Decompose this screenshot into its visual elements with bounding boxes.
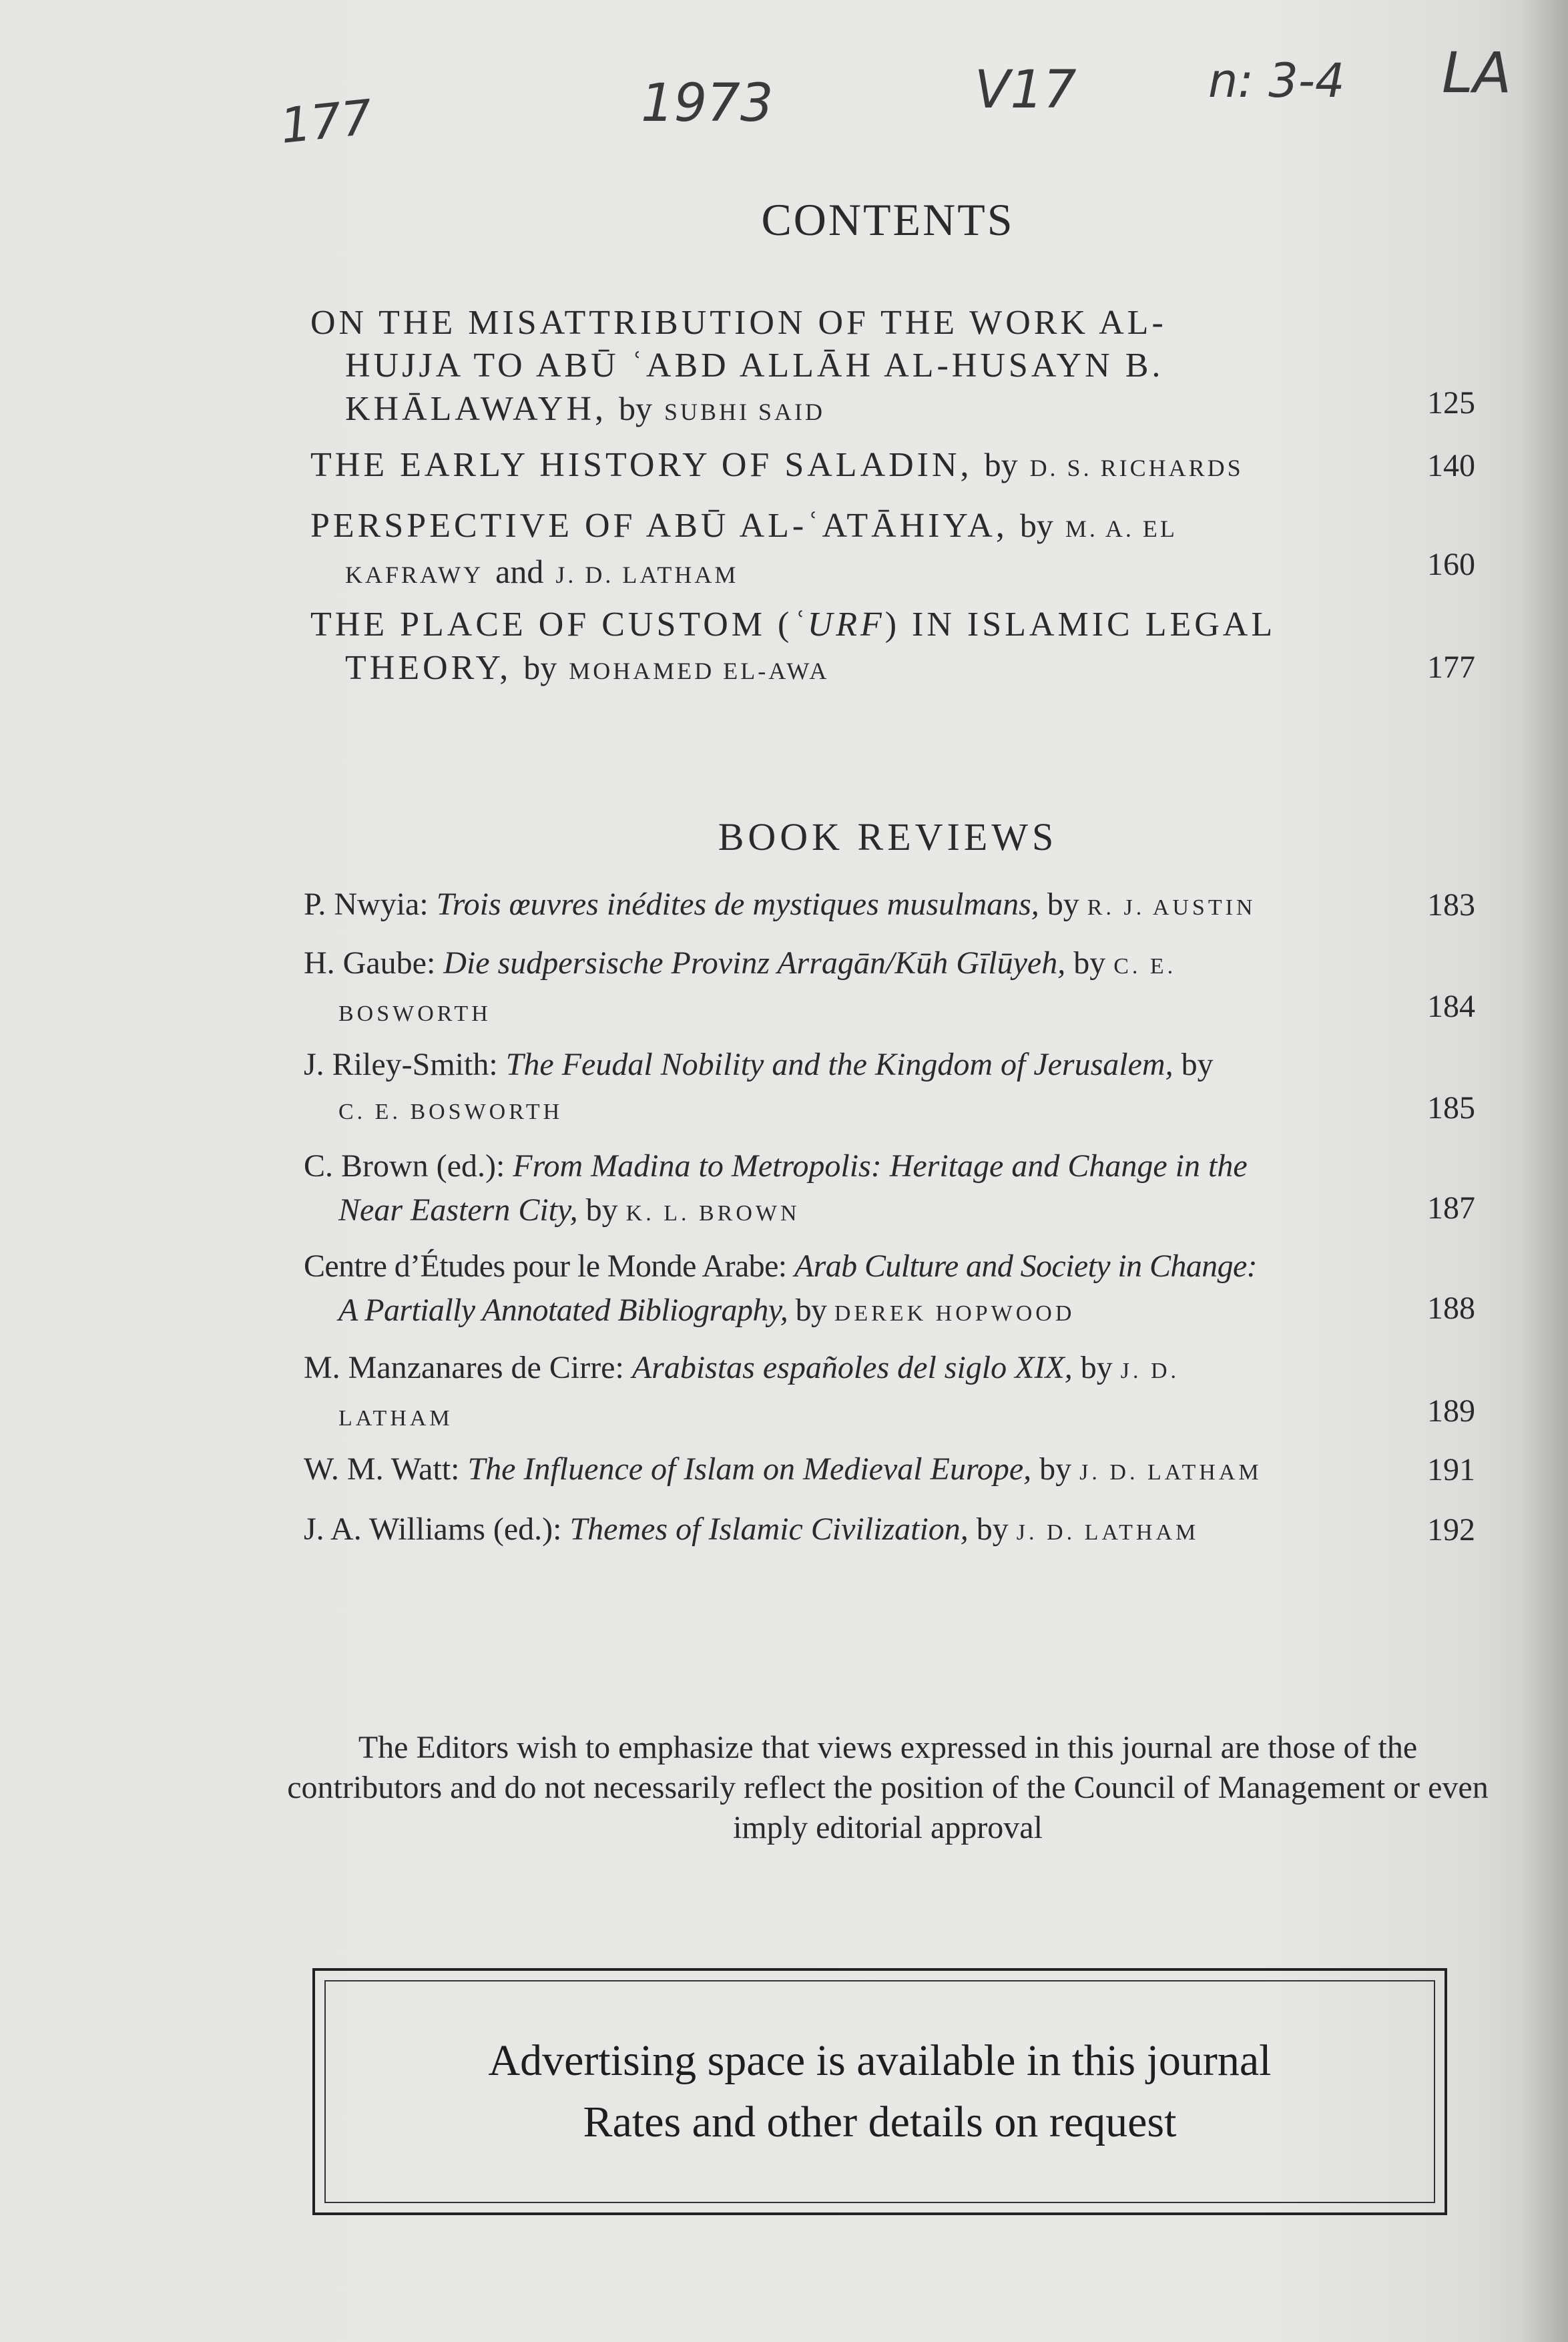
article-title-line: HUJJA TO ABŪ ʿABD ALLĀH AL-HUSAYN B.	[345, 346, 1164, 385]
by-word: by	[1073, 945, 1106, 981]
by-word: by	[795, 1293, 827, 1328]
reviewer: J. D. LATHAM	[1016, 1520, 1200, 1545]
page-number: 188	[1427, 1291, 1475, 1326]
advertising-box	[312, 1968, 1447, 2215]
review-entry	[304, 883, 1378, 930]
by-word: by	[585, 1192, 618, 1228]
article-author: D. S. RICHARDS	[1029, 455, 1244, 481]
page-edge-shadow	[1521, 0, 1568, 2342]
reviewer: J. D.	[1120, 1359, 1180, 1383]
review-entry	[304, 1346, 1378, 1441]
by-word: by	[1181, 1047, 1214, 1082]
page-number: 191	[1427, 1452, 1475, 1487]
article-title-italic: ʿURF	[792, 606, 885, 644]
reviewer: BOSWORTH	[338, 1001, 491, 1026]
contents-heading: CONTENTS	[761, 194, 1015, 245]
by-word: by	[523, 649, 557, 686]
page-number: 125	[1427, 385, 1475, 421]
page-number: 184	[1427, 989, 1475, 1024]
review-author: J. Riley-Smith:	[304, 1047, 498, 1082]
article-author: M. A. EL	[1065, 515, 1178, 542]
review-author: M. Manzanares de Cirre:	[304, 1350, 624, 1385]
review-book-title: From Madina to Metropolis: Heritage and Change in the	[513, 1148, 1248, 1184]
review-book-title: Arab Culture and Society in Change:	[794, 1248, 1258, 1284]
article-title-line: THEORY,	[345, 649, 512, 687]
article-title-line: THE EARLY HISTORY OF SALADIN,	[310, 446, 973, 484]
page-number: 140	[1427, 448, 1475, 483]
review-author: J. A. Williams (ed.):	[304, 1511, 562, 1547]
by-word: by	[1019, 507, 1053, 544]
review-book-title: Die sudpersische Provinz Arragān/Kūh Gīlūyeh,	[443, 945, 1066, 981]
by-word: by	[1047, 887, 1079, 922]
reviewer: K. L. BROWN	[625, 1201, 800, 1226]
advertising-box-inner	[324, 1980, 1435, 2203]
review-author: P. Nwyia:	[304, 887, 429, 922]
page-number: 189	[1427, 1393, 1475, 1429]
review-book-title: A Partially Annotated Bibliography,	[338, 1293, 788, 1328]
review-book-title: Arabistas españoles del siglo XIX,	[631, 1350, 1073, 1385]
review-entry	[304, 1447, 1378, 1495]
reviewer: C. E. BOSWORTH	[338, 1100, 563, 1124]
page-number: 183	[1427, 887, 1475, 923]
handwritten-code: LA	[1442, 40, 1512, 105]
handwritten-issue: n: 3-4	[1208, 53, 1345, 108]
review-author: Centre d’Études pour le Monde Arabe:	[304, 1248, 787, 1284]
review-book-title: The Influence of Islam on Medieval Europe,	[467, 1451, 1032, 1487]
article-author: J. D. LATHAM	[555, 561, 739, 588]
by-word: by	[984, 446, 1018, 483]
reviewer: R. J. AUSTIN	[1087, 895, 1256, 920]
reviewer: LATHAM	[338, 1406, 453, 1431]
reviewer: J. D. LATHAM	[1079, 1460, 1262, 1485]
article-author: MOHAMED EL-AWA	[569, 658, 830, 684]
reviewer: C. E.	[1113, 954, 1177, 979]
article-title-line: ON THE MISATTRIBUTION OF THE WORK AL-	[310, 304, 1167, 342]
article-entry	[310, 504, 1378, 596]
review-book-title: Trois œuvres inédites de mystiques musulmans,	[436, 887, 1039, 922]
by-word: by	[1039, 1451, 1072, 1487]
advertising-line: Advertising space is available in this journal	[488, 2036, 1272, 2085]
review-entry	[304, 1144, 1378, 1236]
page-number: 192	[1427, 1512, 1475, 1548]
review-book-title: Near Eastern City,	[338, 1192, 578, 1228]
by-word: by	[976, 1511, 1009, 1547]
review-author: H. Gaube:	[304, 945, 436, 981]
article-entry	[310, 604, 1378, 692]
review-author: W. M. Watt:	[304, 1451, 460, 1487]
book-reviews-heading: BOOK REVIEWS	[718, 815, 1058, 859]
editorial-note: The Editors wish to emphasize that views expressed in this journal are those of the contributors and do not necessarily reflect the position of the Council of Management or even imply editorial approval	[287, 1730, 1489, 1845]
page-number: 185	[1427, 1090, 1475, 1126]
reviewer: DEREK HOPWOOD	[834, 1301, 1075, 1326]
page-number: 187	[1427, 1190, 1475, 1226]
article-entry	[310, 302, 1378, 433]
review-author: C. Brown (ed.):	[304, 1148, 505, 1184]
handwritten-volume: V17	[975, 60, 1077, 120]
handwritten-year: 1973	[641, 73, 774, 134]
article-title-line: ) IN ISLAMIC LEGAL	[884, 606, 1276, 644]
review-book-title: The Feudal Nobility and the Kingdom of Jerusalem,	[505, 1047, 1173, 1082]
review-entry	[304, 1507, 1378, 1555]
page-number: 160	[1427, 547, 1475, 582]
and-word: and	[495, 553, 544, 590]
review-book-title: Themes of Islamic Civilization,	[569, 1511, 969, 1547]
review-entry	[304, 1244, 1378, 1336]
article-title-line: KHĀLAWAYH,	[345, 390, 607, 428]
article-title-line: THE PLACE OF CUSTOM (	[310, 606, 793, 644]
handwritten-number: 177	[277, 89, 375, 154]
article-author: SUBHI SAID	[664, 399, 826, 425]
by-word: by	[619, 390, 653, 427]
article-author: KAFRAWY	[345, 561, 484, 588]
review-entry	[304, 1043, 1378, 1134]
review-entry	[304, 941, 1378, 1036]
article-entry	[310, 443, 1378, 489]
article-title-line: PERSPECTIVE OF ABŪ AL-ʿATĀHIYA,	[310, 507, 1008, 545]
advertising-line: Rates and other details on request	[583, 2098, 1177, 2146]
page-number: 177	[1427, 650, 1475, 685]
by-word: by	[1080, 1350, 1113, 1385]
